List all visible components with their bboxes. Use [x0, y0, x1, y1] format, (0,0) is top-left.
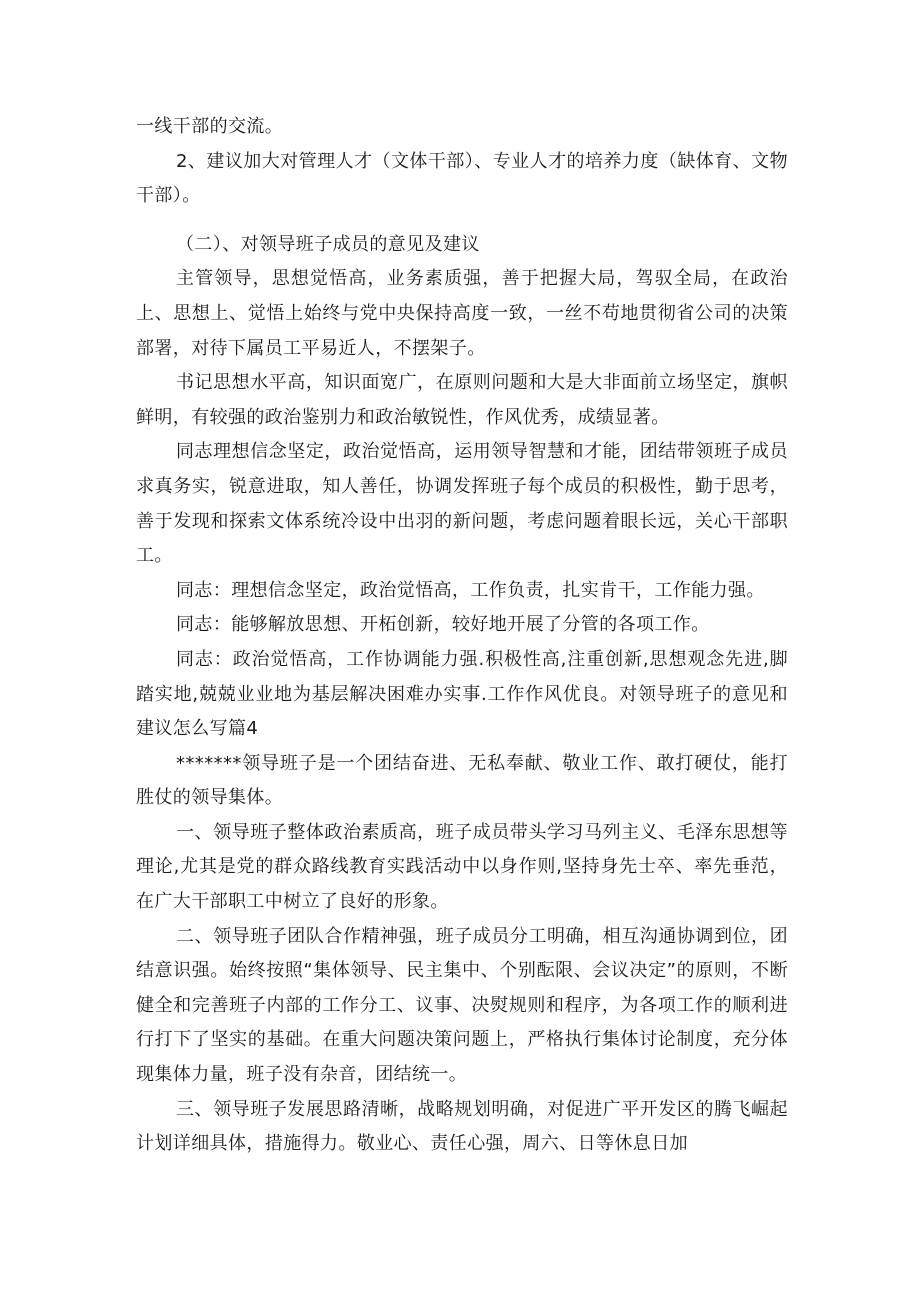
paragraph-comrade-1: 同志理想信念坚定，政治觉悟高，运用领导智慧和才能，团结带领班子成员求真务实，锐意进取，知人善任，协调发挥班子每个成员的积极性，勤于思考，善于发现和探索文体系统冷设中出羽的新问题，考虑问题着眼长远，关心干部职工。: [136, 441, 788, 567]
section-heading: （二）、对领导班子成员的意见及建议: [176, 233, 480, 255]
paragraph-point-3: 三、领导班子发展思路清晰，战略规划明确，对促进广平开发区的腾飞崛起计划详细具体，措施得力。敬业心、责任心强，周六、日等休息日加: [136, 1098, 788, 1155]
document-body: [136, 110, 788, 1162]
paragraph-team-intro: *******领导班子是一个团结奋进、无私奉献、敬业工作、敢打硬仗，能打胜仗的领导集体。: [136, 752, 788, 809]
paragraph-suggestion-2: 2、建议加大对管理人才（文体干部）、专业人才的培养力度（缺体育、文物干部）。: [136, 150, 788, 207]
paragraph-point-1: 一、领导班子整体政治素质高，班子成员带头学习马列主义、毛泽东思想等理论,尤其是党的群众路线教育实践活动中以身作则,坚持身先士卒、率先垂范，在广大干部职工中树立了良好的形象。: [136, 821, 788, 913]
paragraph-comrade-4: 同志：政治觉悟高，工作协调能力强.积极性高,注重创新,思想观念先进,脚踏实地,兢兢业业地为基层解决困难办实事.工作作风优良。对领导班子的意见和建议怎么写篇4: [136, 648, 788, 740]
paragraph-comrade-3: 同志：能够解放思想、开柘创新，较好地开展了分管的各项工作。: [176, 614, 710, 636]
paragraph-leader: 主管领导，思想觉悟高，业务素质强，善于把握大局，驾驭全局，在政治上、思想上、觉悟上始终与党中央保持高度一致，一丝不苟地贯彻省公司的决策部署，对待下属员工平易近人，不摆架子。: [136, 268, 788, 359]
paragraph-point-2: 二、领导班子团队合作精神强，班子成员分工明确，相互沟通协调到位，团结意识强。始终按照“集体领导、民主集中、个别酝限、会议决定”的原则，不断健全和完善班子内部的工作分工、议事、决熨规则和程序，为各项工作的顺利进行打下了坚实的基础。在重大问题决策问题上，严格执行集体讨论制度，充分体现集体力量，班子没有杂音，团结统一。: [136, 925, 788, 1086]
paragraph-continuation: 一线干部的交流。: [136, 116, 284, 137]
paragraph-secretary: 书记思想水平高，知识面宽广，在原则问题和大是大非面前立场坚定，旗帜鲜明，有较强的政治鉴别力和政治敏锐性，作风优秀，成绩显著。: [136, 372, 788, 428]
paragraph-comrade-2: 同志：理想信念坚定，政治觉悟高，工作负责，扎实肯干，工作能力强。: [176, 579, 765, 601]
